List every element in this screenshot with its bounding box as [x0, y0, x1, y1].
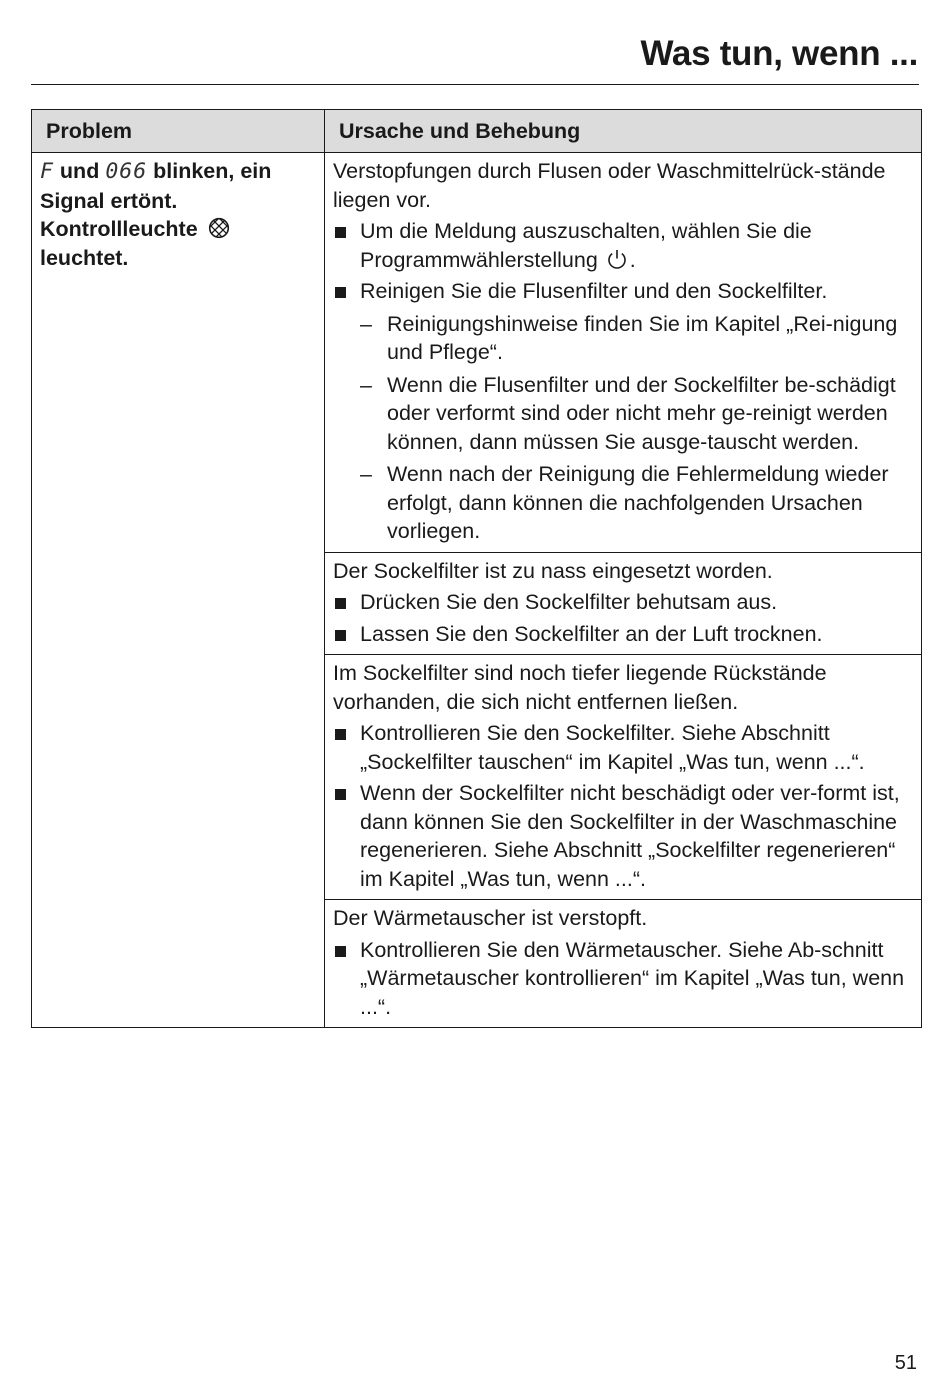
problem-text: Signal ertönt. [40, 188, 178, 213]
remedy-text: Kontrollieren Sie den Sockelfilter. Siehe Abschnitt „Sockelfilter tauschen“ im Kapitel „Was tun, wenn ...“. [360, 721, 865, 774]
header-divider [31, 84, 919, 85]
square-bullet-icon [335, 598, 346, 609]
sub-step [360, 460, 913, 546]
dash-bullet-icon: – [360, 372, 372, 397]
table-row [32, 153, 922, 553]
remedy-text: Kontrollieren Sie den Wärmetauscher. Siehe Ab-schnitt „Wärmetauscher kontrollieren“ im Kapitel „Was tun, wenn ...“. [360, 937, 905, 1019]
cause-intro: Im Sockelfilter sind noch tiefer liegende Rückstände vorhanden, die sich nicht entfernen ließen. [333, 661, 827, 714]
cause-cell-clogging [325, 153, 922, 553]
cause-intro: Der Wärmetauscher ist verstopft. [333, 906, 648, 930]
remedy-text-end: . [629, 247, 636, 272]
remedy-list [333, 588, 913, 648]
remedy-step [333, 620, 913, 649]
sub-step [360, 371, 913, 457]
square-bullet-icon [335, 789, 346, 800]
problem-text: blinken, ein [147, 159, 272, 183]
remedy-list [333, 217, 913, 546]
cause-cell-residue [325, 655, 922, 900]
remedy-text: Lassen Sie den Sockelfilter an der Luft trocknen. [360, 621, 823, 646]
indicator-lamp-icon [208, 217, 230, 239]
remedy-text: Drücken Sie den Sockelfilter behutsam aus. [360, 590, 778, 614]
dash-bullet-icon: – [360, 311, 372, 336]
power-off-icon [606, 248, 628, 270]
square-bullet-icon [335, 287, 346, 298]
problem-text: und [53, 159, 106, 183]
sub-step-text: Wenn nach der Reinigung die Fehlermeldung wieder erfolgt, dann können die nachfolgenden Ursachen vorliegen. [387, 462, 889, 543]
square-bullet-icon [335, 227, 346, 238]
troubleshooting-table [31, 109, 922, 1028]
cause-cell-wet-filter [325, 552, 922, 655]
remedy-step [333, 779, 913, 893]
problem-text: leuchtet. [40, 245, 129, 270]
page-title: Was tun, wenn ... [640, 34, 918, 73]
square-bullet-icon [335, 630, 346, 641]
sub-step-text: Reinigungshinweise finden Sie im Kapitel „Rei-nigung und Pflege“. [387, 311, 898, 364]
display-symbol-f: F [40, 159, 54, 184]
remedy-text: Reinigen Sie die Flusenfilter und den Sockelfilter. [360, 279, 828, 303]
remedy-list [333, 936, 913, 1022]
sub-step-list [360, 310, 913, 546]
sub-step [360, 310, 913, 367]
cause-intro: Der Sockelfilter ist zu nass eingesetzt worden. [333, 558, 773, 583]
remedy-step [333, 936, 913, 1022]
problem-text: Kontrollleuchte [40, 217, 198, 241]
column-header-problem: Problem [32, 110, 325, 153]
cause-cell-heat-exchanger [325, 900, 922, 1028]
remedy-step [333, 588, 913, 617]
problem-cell [32, 153, 325, 1028]
table-header-row [32, 110, 922, 153]
square-bullet-icon [335, 729, 346, 740]
display-code: 066 [105, 159, 148, 184]
remedy-text: Um die Meldung auszuschalten, wählen Sie die Programmwählerstellung [360, 219, 812, 272]
square-bullet-icon [335, 946, 346, 957]
remedy-text: Wenn der Sockelfilter nicht beschädigt oder ver-formt ist, dann können Sie den Sockelfilter in der Waschmaschine regenerieren. Siehe Abschnitt „Sockelfilter regenerieren“ im Kapitel „Was tun, wenn ...“. [360, 781, 900, 891]
remedy-step [333, 719, 913, 776]
column-header-cause: Ursache und Behebung [325, 110, 922, 153]
remedy-step [333, 277, 913, 546]
remedy-list [333, 719, 913, 893]
sub-step-text: Wenn die Flusenfilter und der Sockelfilter be-schädigt oder verformt sind oder nicht mehr ge-reinigt werden können, dann müssen Sie ausge-tauscht werden. [387, 372, 896, 454]
cause-intro: Verstopfungen durch Flusen oder Waschmittelrück-stände liegen vor. [333, 159, 886, 212]
dash-bullet-icon: – [360, 462, 372, 486]
page-number: 51 [894, 1352, 917, 1374]
remedy-step [333, 217, 913, 274]
